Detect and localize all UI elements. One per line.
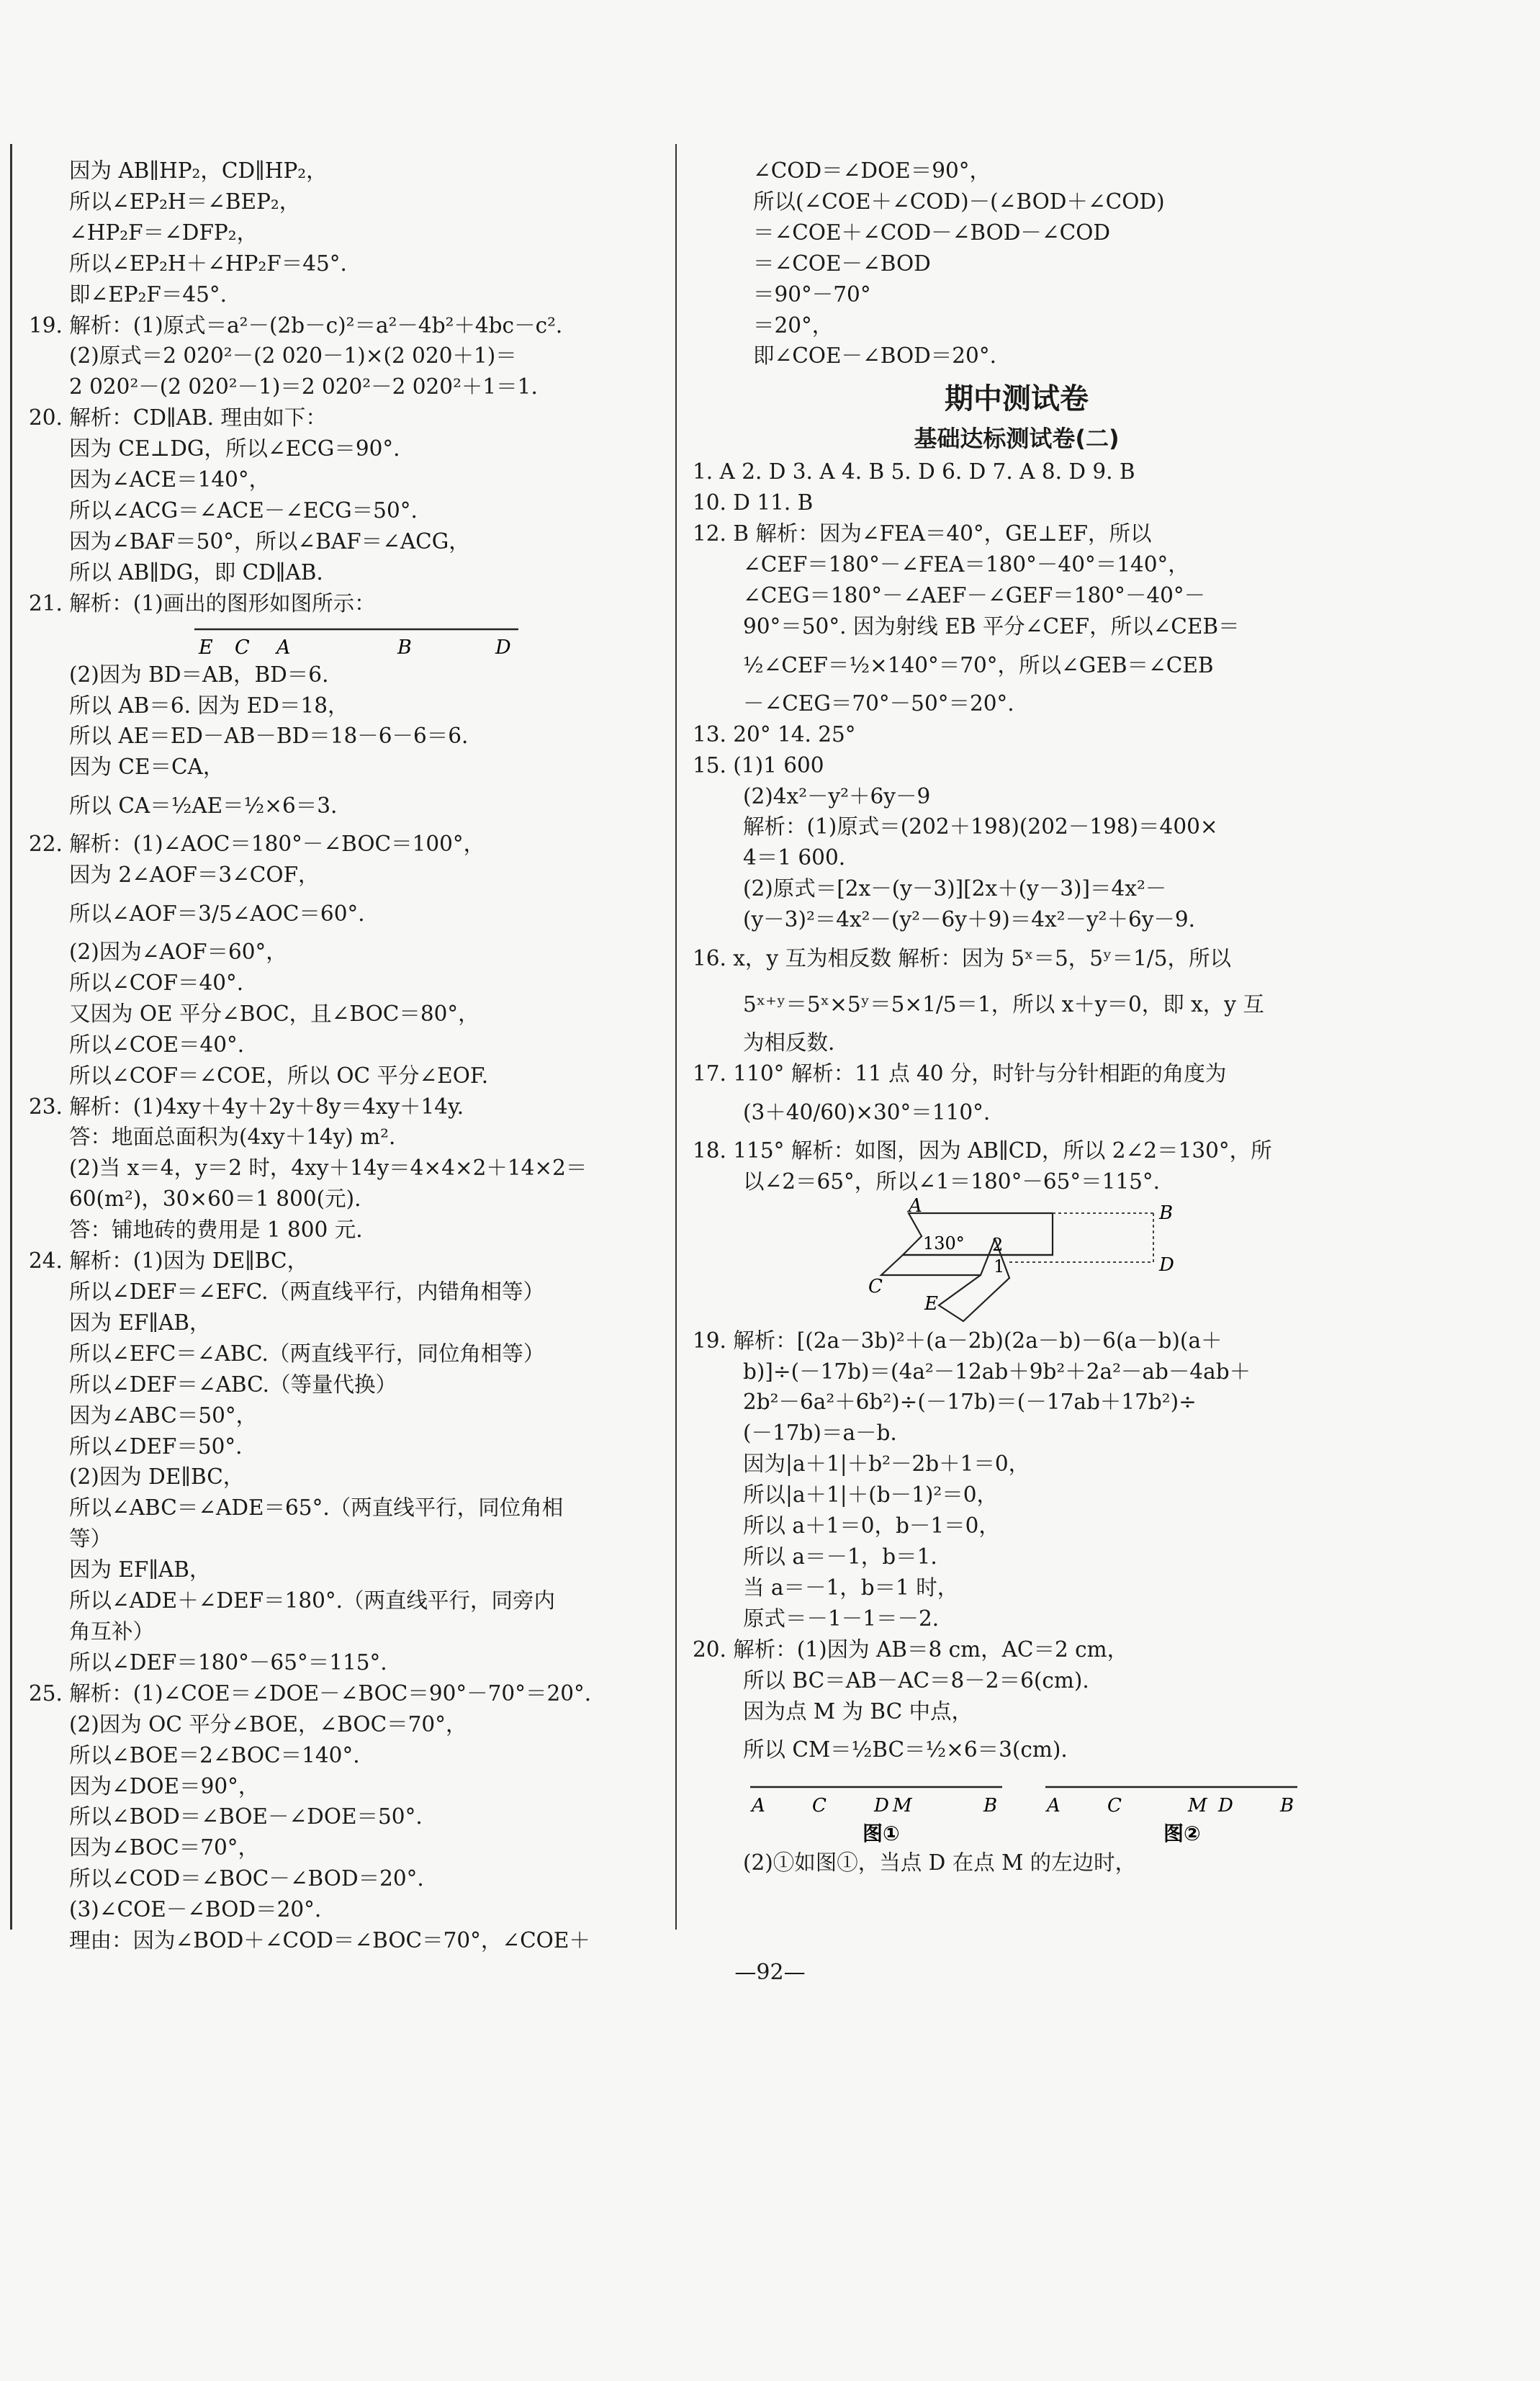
text-line: 因为∠ABC＝50°，: [69, 1403, 258, 1428]
angle-number: 1: [994, 1256, 1005, 1277]
strip-lower: [881, 1255, 981, 1275]
section-title: 期中测试卷: [945, 382, 1089, 416]
point-label: M: [893, 1795, 912, 1817]
text-line: 所以∠AOF＝3/5∠AOC＝60°.: [69, 901, 365, 927]
text-line: 所以∠EFC＝∠ABC.（两直线平行，同位角相等）: [69, 1341, 545, 1366]
text-line: 答：铺地砖的费用是 1 800 元.: [69, 1217, 363, 1243]
text-line: 所以 CM＝½BC＝½×6＝3(cm).: [743, 1737, 1068, 1763]
text-line: (2)当 x＝4，y＝2 时，4xy＋14y＝4×4×2＋14×2＝: [69, 1156, 587, 1181]
point-label: E: [199, 636, 213, 659]
text-line: 所以∠COF＝∠COE，所以 OC 平分∠EOF.: [69, 1063, 489, 1088]
text-line: 所以(∠COE＋∠COD)－(∠BOD＋∠COD): [753, 189, 1165, 214]
text-line: 15. (1)1 600: [693, 752, 824, 778]
point-label: C: [235, 636, 250, 659]
text-line: ＝20°，: [753, 312, 834, 338]
figure-caption: 图②: [1163, 1822, 1201, 1846]
point-label: D: [495, 636, 511, 659]
point-label: A: [1047, 1795, 1061, 1817]
text-line: 因为|a＋1|＋b²－2b＋1＝0，: [743, 1451, 1030, 1477]
text-line: (2)①如图①，当点 D 在点 M 的左边时，: [743, 1850, 1137, 1876]
text-line: 所以 CA＝½AE＝½×6＝3.: [69, 793, 338, 819]
text-line: 所以 AB＝6. 因为 ED＝18，: [69, 693, 349, 718]
text-line: 19. 解析：(1)原式＝a²－(2b－c)²＝a²－4b²＋4bc－c².: [29, 312, 563, 338]
text-line: (2)4x²－y²＋6y－9: [743, 783, 931, 809]
point-label: M: [1188, 1795, 1207, 1817]
text-line: ∠HP₂F＝∠DFP₂，: [69, 220, 258, 245]
text-line: 4＝1 600.: [743, 845, 846, 870]
text-line: 所以∠ACG＝∠ACE－∠ECG＝50°.: [69, 498, 418, 523]
text-line: 所以∠DEF＝∠EFC.（两直线平行，内错角相等）: [69, 1279, 544, 1304]
text-line: ∠COD＝∠DOE＝90°，: [753, 158, 991, 183]
text-line: (2)因为 DE∥BC，: [69, 1464, 245, 1490]
text-line: 所以∠EP₂H＋∠HP₂F＝45°.: [69, 251, 347, 276]
text-line: 所以∠ADE＋∠DEF＝180°.（两直线平行，同旁内: [69, 1588, 556, 1613]
text-line: ＝∠COE＋∠COD－∠BOD－∠COD: [753, 220, 1111, 245]
text-line: 等）: [69, 1526, 112, 1552]
text-line: ＝90°－70°: [753, 282, 871, 307]
text-line: 所以 BC＝AB－AC＝8－2＝6(cm).: [743, 1667, 1089, 1693]
text-line: 19. 解析：[(2a－3b)²＋(a－2b)(2a－b)－6(a－b)(a＋: [693, 1328, 1222, 1353]
text-line: 所以∠BOE＝2∠BOC＝140°.: [69, 1742, 360, 1768]
point-label: B: [1280, 1795, 1294, 1817]
text-line: 60(m²)，30×60＝1 800(元).: [69, 1187, 361, 1212]
text-line: 答：地面总面积为(4xy＋14y) m².: [69, 1125, 396, 1150]
point-label: C: [868, 1275, 883, 1297]
text-line: 所以 AE＝ED－AB－BD＝18－6－6＝6.: [69, 724, 469, 749]
text-line: ∠CEF＝180°－∠FEA＝180°－40°＝140°，: [743, 552, 1189, 577]
text-line: 所以 a＝－1，b＝1.: [743, 1544, 937, 1569]
text-line: 24. 解析：(1)因为 DE∥BC，: [29, 1248, 309, 1274]
point-label: C: [1107, 1795, 1122, 1817]
text-line: (2)因为 BD＝AB，BD＝6.: [69, 662, 329, 687]
text-line: 90°＝50°. 因为射线 EB 平分∠CEF，所以∠CEB＝: [743, 613, 1240, 639]
text-line: ∠CEG＝180°－∠AEF－∠GEF＝180°－40°－: [743, 582, 1206, 608]
text-line: 10. D 11. B: [693, 490, 814, 516]
text-line: (2)原式＝2 020²－(2 020－1)×(2 020＋1)＝: [69, 343, 517, 369]
text-line: 角互补）: [69, 1619, 155, 1644]
point-label: B: [397, 636, 412, 659]
subsection-title: 基础达标测试卷(二): [914, 425, 1120, 453]
text-line: 所以∠DEF＝∠ABC.（等量代换）: [69, 1372, 397, 1397]
text-line: b)]÷(－17b)＝(4a²－12ab＋9b²＋2a²－ab－4ab＋: [743, 1359, 1251, 1384]
text-line: 因为 EF∥AB，: [69, 1310, 211, 1335]
text-line: (2)因为∠AOF＝60°，: [69, 940, 287, 965]
text-line: 原式＝－1－1＝－2.: [743, 1606, 940, 1631]
text-line: (y－3)²＝4x²－(y²－6y＋9)＝4x²－y²＋6y－9.: [743, 907, 1196, 932]
text-line: 因为∠BOC＝70°，: [69, 1835, 259, 1860]
point-label: D: [1159, 1253, 1174, 1276]
text-line: 因为 AB∥HP₂，CD∥HP₂，: [69, 158, 328, 183]
text-line: 所以∠DEF＝180°－65°＝115°.: [69, 1649, 387, 1675]
text-line: 解析：(1)原式＝(202＋198)(202－198)＝400×: [743, 814, 1218, 840]
text-line: 21. 解析：(1)画出的图形如图所示：: [29, 590, 376, 616]
text-line: 因为 EF∥AB，: [69, 1557, 211, 1583]
text-line: 即∠COE－∠BOD＝20°.: [753, 343, 996, 369]
point-label: D: [1218, 1795, 1233, 1817]
right-column: [693, 156, 1341, 1878]
point-label: E: [924, 1292, 938, 1315]
angle-label: 130°: [923, 1233, 965, 1253]
point-label: A: [909, 1197, 922, 1217]
point-label: A: [276, 636, 291, 659]
text-line: 20. 解析：CD∥AB. 理由如下：: [29, 405, 327, 431]
text-line: 即∠EP₂F＝45°.: [69, 282, 228, 307]
text-line: 5ˣ⁺ʸ＝5ˣ×5ʸ＝5×1/5＝1，所以 x＋y＝0，即 x，y 互: [743, 992, 1264, 1017]
text-line: 所以|a＋1|＋(b－1)²＝0，: [743, 1482, 999, 1508]
text-line: (3＋40/60)×30°＝110°.: [743, 1099, 991, 1125]
text-line: 因为∠DOE＝90°，: [69, 1773, 260, 1799]
text-line: 2 020²－(2 020²－1)＝2 020²－2 020²＋1＝1.: [69, 374, 538, 400]
text-line: 以∠2＝65°，所以∠1＝180°－65°＝115°.: [743, 1169, 1161, 1194]
text-line: 所以∠BOD＝∠BOE－∠DOE＝50°.: [69, 1804, 423, 1829]
text-line: (3)∠COE－∠BOD＝20°.: [69, 1897, 322, 1922]
figure-caption: 图①: [863, 1822, 900, 1846]
text-line: 16. x，y 互为相反数 解析：因为 5ˣ＝5，5ʸ＝1/5，所以: [693, 946, 1232, 971]
text-line: 因为 CE＝CA，: [69, 755, 225, 780]
text-line: 理由：因为∠BOD＋∠COD＝∠BOC＝70°，∠COE＋: [69, 1928, 590, 1953]
page-number: —92—: [734, 1960, 806, 1985]
text-line: 为相反数.: [743, 1030, 835, 1056]
text-line: 20. 解析：(1)因为 AB＝8 cm，AC＝2 cm，: [693, 1637, 1129, 1662]
angle-number: 2: [992, 1234, 1004, 1255]
text-line: 因为∠BAF＝50°，所以∠BAF＝∠ACG，: [69, 528, 470, 554]
point-label: B: [983, 1795, 998, 1817]
text-line: 17. 110° 解析：11 点 40 分，时针与分针相距的角度为: [693, 1061, 1227, 1086]
point-label: D: [874, 1795, 889, 1817]
text-line: 所以∠COE＝40°.: [69, 1032, 245, 1057]
text-line: (2)原式＝[2x－(y－3)][2x＋(y－3)]＝4x²－: [743, 876, 1167, 901]
text-line: ＝∠COE－∠BOD: [753, 251, 931, 276]
text-line: 1. A 2. D 3. A 4. B 5. D 6. D 7. A 8. D 9. B: [693, 459, 1135, 485]
text-line: (－17b)＝a－b.: [743, 1421, 897, 1446]
text-line: 所以 a＋1＝0，b－1＝0，: [743, 1513, 1000, 1539]
text-line: 所以∠ABC＝∠ADE＝65°.（两直线平行，同位角相: [69, 1495, 564, 1521]
text-line: 所以∠COF＝40°.: [69, 970, 244, 995]
point-label: B: [1159, 1202, 1174, 1224]
text-line: 12. B 解析：因为∠FEA＝40°，GE⊥EF，所以: [693, 521, 1152, 546]
point-label: C: [812, 1795, 827, 1817]
text-line: 所以∠DEF＝50°.: [69, 1433, 243, 1459]
text-line: 23. 解析：(1)4xy＋4y＋2y＋8y＝4xy＋14y.: [29, 1094, 464, 1119]
figure-21-segment: [29, 619, 662, 660]
column-divider: [675, 144, 677, 1930]
text-line: 所以∠EP₂H＝∠BEP₂，: [69, 189, 301, 214]
figure-20-segments: [693, 1773, 1341, 1847]
text-line: 25. 解析：(1)∠COE＝∠DOE－∠BOC＝90°－70°＝20°.: [29, 1680, 592, 1706]
text-line: 22. 解析：(1)∠AOC＝180°－∠BOC＝100°，: [29, 832, 485, 857]
text-line: 所以∠COD＝∠BOC－∠BOD＝20°.: [69, 1866, 424, 1891]
text-line: 18. 115° 解析：如图，因为 AB∥CD，所以 2∠2＝130°，所: [693, 1138, 1272, 1163]
text-line: 因为∠ACE＝140°，: [69, 467, 271, 492]
text-line: 因为点 M 为 BC 中点，: [743, 1698, 973, 1724]
text-line: ½∠CEF＝½×140°＝70°，所以∠GEB＝∠CEB: [743, 652, 1214, 678]
figure-18-folded-strip: [693, 1197, 1341, 1325]
point-label: A: [752, 1795, 765, 1817]
left-margin-rule: [10, 144, 12, 1930]
left-column: [29, 156, 662, 1956]
text-line: (2)因为 OC 平分∠BOE，∠BOC＝70°，: [69, 1711, 467, 1737]
text-line: 2b²－6a²＋6b²)÷(－17b)＝(－17ab＋17b²)÷: [743, 1390, 1197, 1415]
text-line: 因为 CE⊥DG，所以∠ECG＝90°.: [69, 436, 400, 462]
text-line: 13. 20° 14. 25°: [693, 721, 856, 747]
text-line: 又因为 OE 平分∠BOC，且∠BOC＝80°，: [69, 1001, 479, 1026]
text-line: －∠CEG＝70°－50°＝20°.: [743, 690, 1014, 716]
text-line: 当 a＝－1，b＝1 时，: [743, 1575, 959, 1600]
text-line: 因为 2∠AOF＝3∠COF，: [69, 863, 320, 888]
text-line: 所以 AB∥DG，即 CD∥AB.: [69, 559, 323, 585]
